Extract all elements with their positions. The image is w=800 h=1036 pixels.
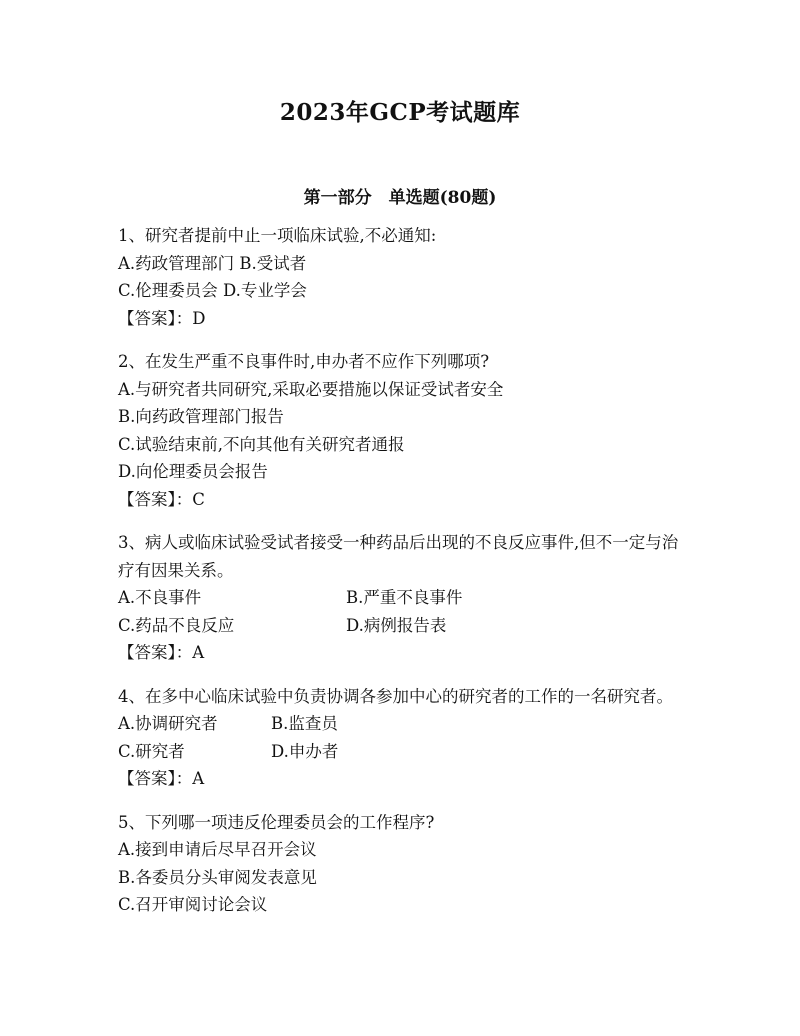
option-d: D.申办者 [271, 741, 339, 761]
question-stem: 5、下列哪一项违反伦理委员会的工作程序? [118, 812, 435, 832]
answer-value: A [192, 769, 205, 788]
section-heading: 第一部分 单选题(80题) [303, 188, 497, 208]
question-5 [118, 809, 688, 919]
option-a: A.与研究者共同研究,采取必要措施以保证受试者安全 [118, 379, 504, 399]
option-c: C.研究者 [118, 741, 185, 761]
answer-line [118, 305, 688, 333]
option-line: C.伦理委员会 D.专业学会 [118, 281, 307, 300]
answer-line [118, 765, 688, 793]
answer-value: C [192, 489, 205, 509]
option-line: A.药政管理部门 B.受试者 [118, 253, 307, 273]
option-b: B.各委员分头审阅发表意见 [118, 867, 317, 887]
answer-line [118, 639, 688, 667]
question-stem: 2、在发生严重不良事件时,申办者不应作下列哪项? [118, 352, 490, 371]
answer-value: A [192, 643, 205, 662]
option-d: D.向伦理委员会报告 [118, 462, 268, 481]
options-grid [118, 584, 688, 639]
answer-label: 【答案】： [118, 489, 193, 509]
answer-label: 【答案】： [118, 643, 193, 662]
question-1 [118, 222, 688, 332]
answer-line [118, 486, 688, 514]
question-2 [118, 348, 688, 513]
option-b: B.监查员 [271, 714, 338, 733]
question-stem: 3、病人或临床试验受试者接受一种药品后出现的不良反应事件,但不一定与治疗有因果关系。 [118, 533, 679, 580]
answer-label: 【答案】： [118, 769, 193, 788]
question-stem: 4、在多中心临床试验中负责协调各参加中心的研究者的工作的一名研究者。 [118, 686, 673, 706]
question-4 [118, 683, 688, 793]
option-c: C.药品不良反应 [118, 615, 235, 635]
answer-label: 【答案】： [118, 308, 193, 328]
option-a: A.接到申请后尽早召开会议 [118, 840, 317, 859]
option-b: B.向药政管理部门报告 [118, 407, 284, 426]
option-c: C.试验结束前,不向其他有关研究者通报 [118, 434, 405, 454]
question-3 [118, 529, 688, 667]
document-title: 2023年GCP考试题库 [279, 99, 521, 126]
options-grid [118, 710, 688, 765]
answer-value: D [192, 308, 206, 328]
question-stem: 1、研究者提前中止一项临床试验,不必通知: [118, 226, 437, 245]
option-c: C.召开审阅讨论会议 [118, 895, 268, 914]
option-d: D.病例报告表 [346, 615, 447, 635]
option-b: B.严重不良事件 [346, 588, 463, 607]
question-list [118, 222, 688, 935]
option-a: A.协调研究者 [118, 714, 218, 733]
option-a: A.不良事件 [118, 588, 202, 607]
